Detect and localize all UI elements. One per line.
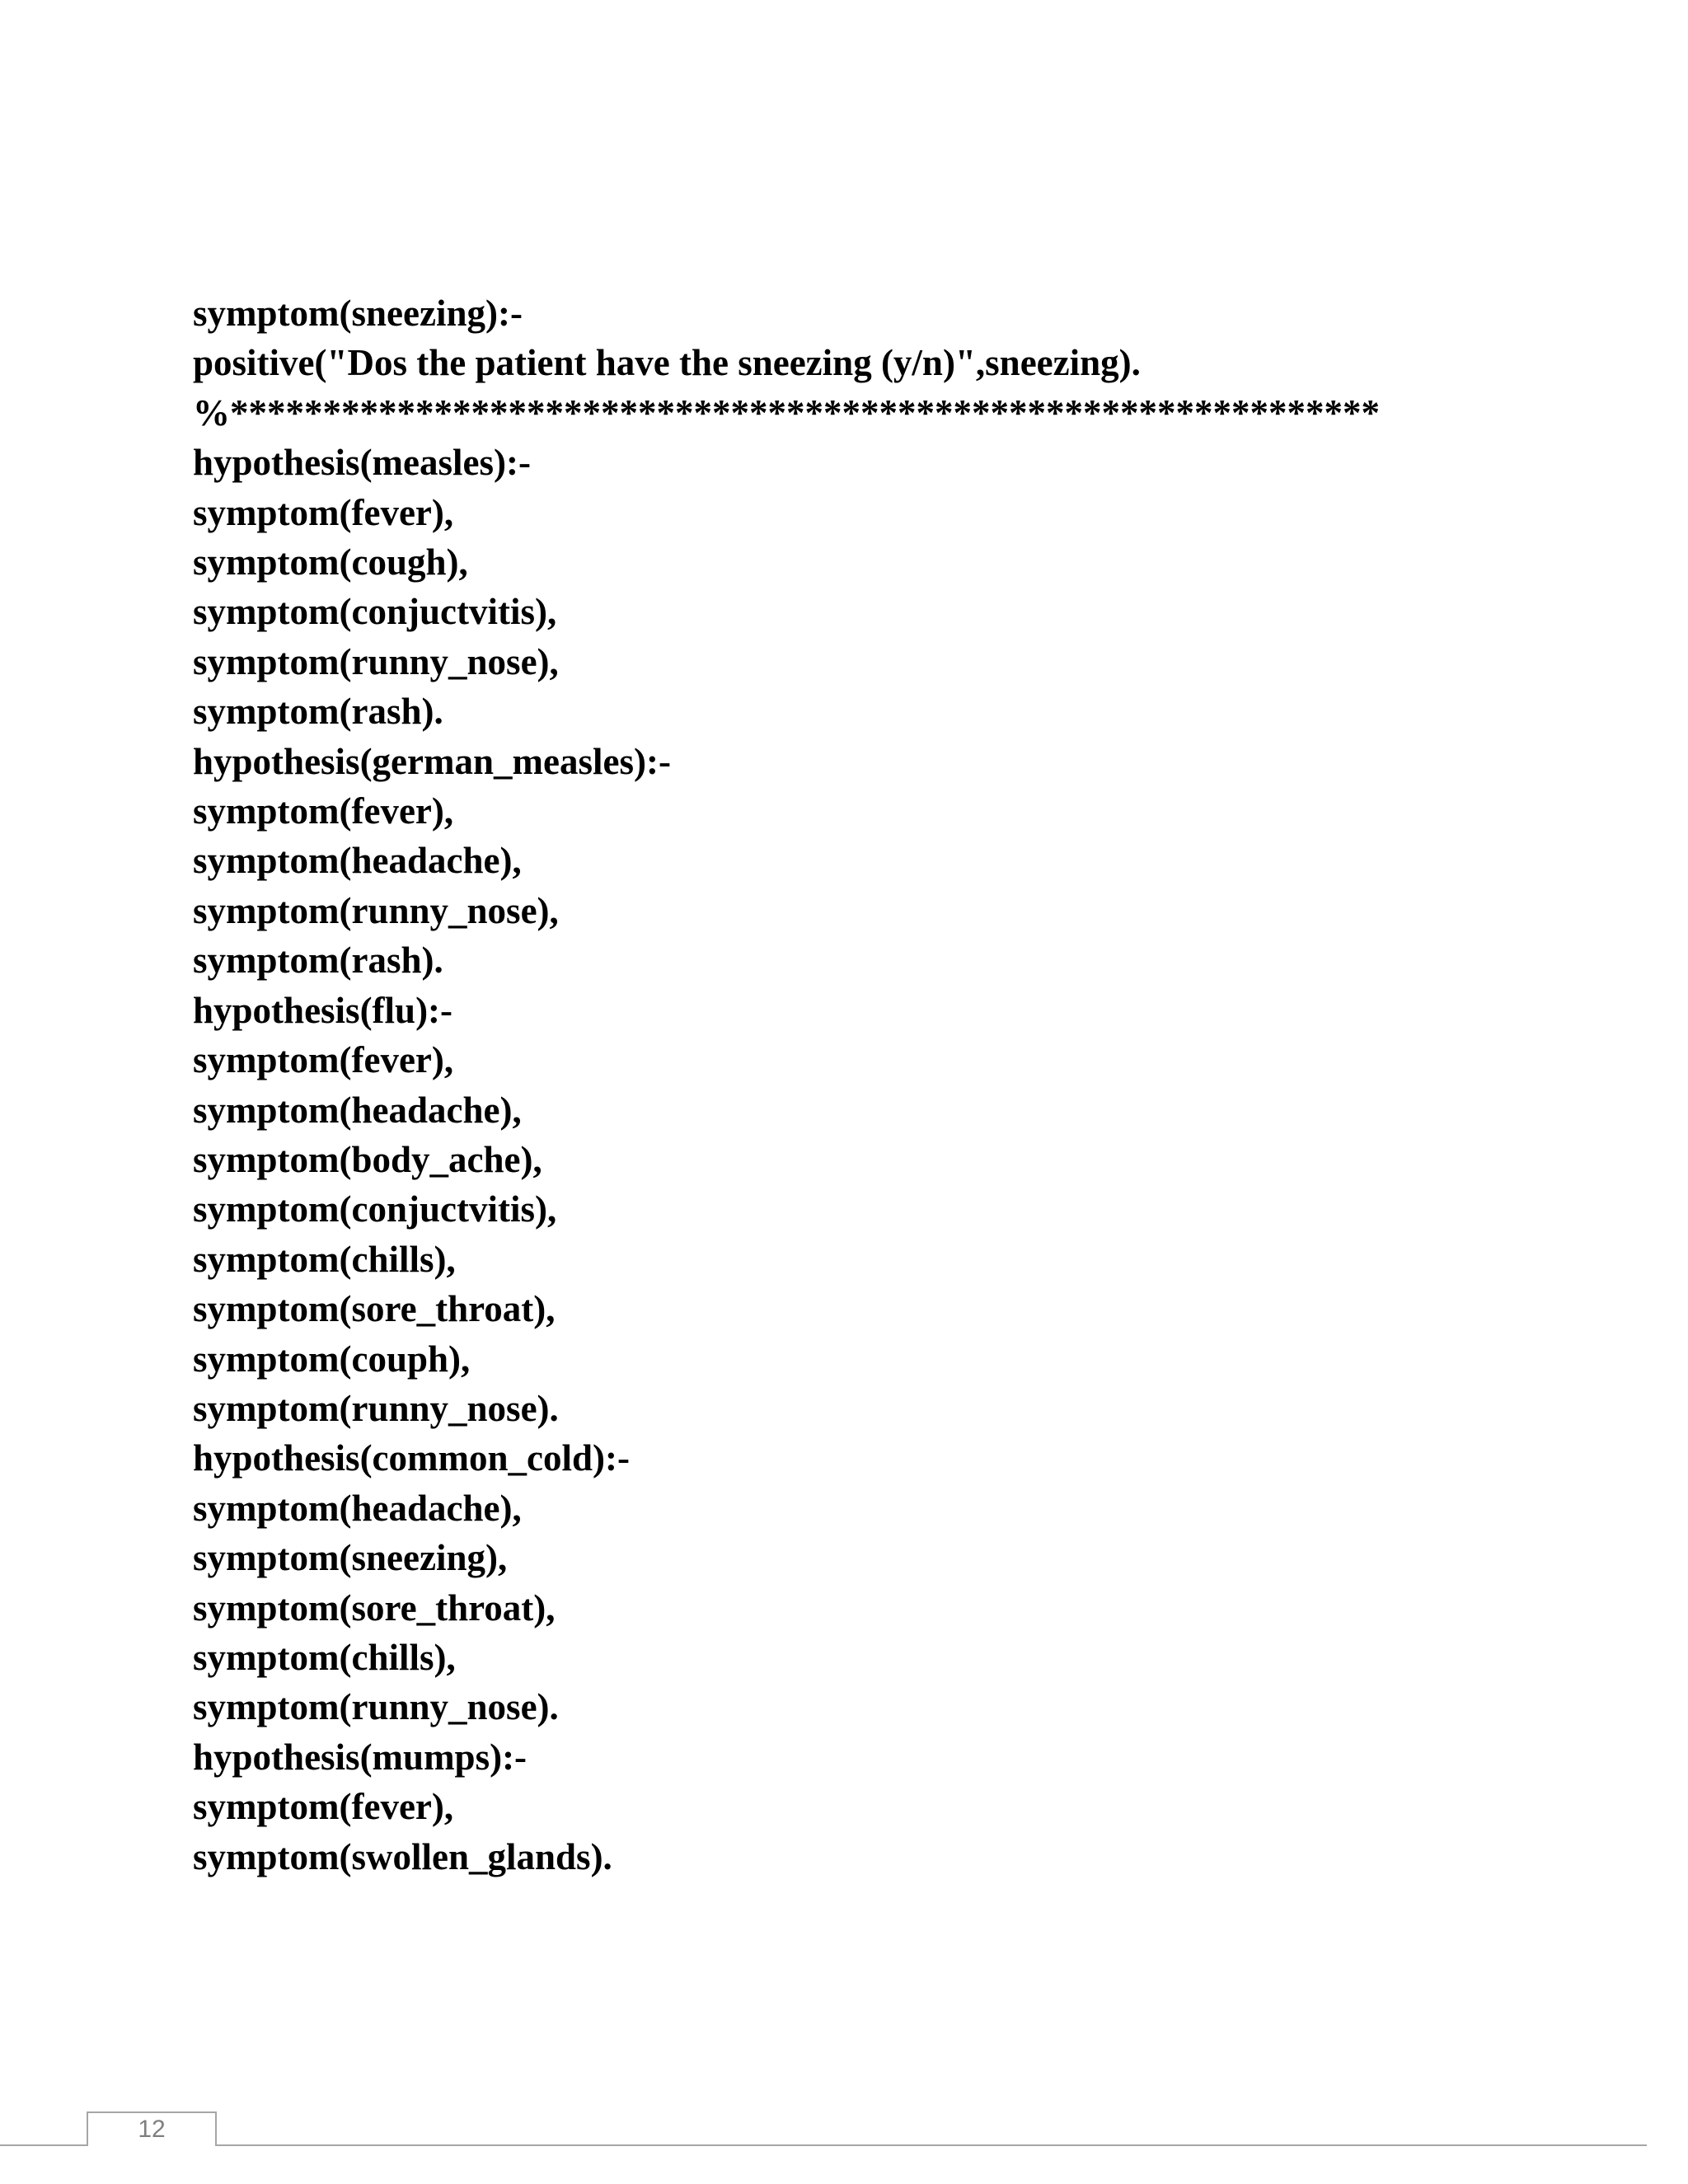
code-line: symptom(chills), [193,1238,456,1280]
footer-rule-left [0,2144,87,2146]
code-line: symptom(rash). [193,691,443,733]
code-line: symptom(chills), [193,1636,456,1678]
code-line: symptom(fever), [193,491,454,533]
code-line: %************************************************************** [193,391,1380,434]
code-line: hypothesis(mumps):- [193,1736,528,1778]
code-line: symptom(runny_nose). [193,1387,559,1429]
footer-rule-right [217,2144,1647,2146]
code-line: symptom(runny_nose), [193,889,559,931]
code-line: symptom(runny_nose), [193,640,559,682]
code-line: symptom(runny_nose). [193,1686,559,1728]
prolog-code-block [193,288,1380,1882]
code-line: symptom(fever), [193,790,454,832]
code-line: symptom(sore_throat), [193,1288,556,1330]
code-line: symptom(headache), [193,840,522,882]
code-line: hypothesis(german_measles):- [193,740,671,782]
code-line: hypothesis(flu):- [193,989,453,1031]
code-line: symptom(sneezing):- [193,293,523,334]
code-line: positive("Dos the patient have the sneezing (y/n)",sneezing). [193,342,1141,384]
code-line: symptom(sore_throat), [193,1586,556,1629]
code-line: symptom(rash). [193,940,443,982]
code-line: symptom(body_ache), [193,1138,542,1180]
code-line: symptom(cough), [193,541,468,583]
code-line: symptom(couph), [193,1338,471,1380]
page-number: 12 [87,2111,217,2146]
code-line: symptom(swollen_glands). [193,1835,612,1877]
code-line: symptom(conjuctvitis), [193,591,557,633]
code-line: symptom(sneezing), [193,1537,508,1579]
code-line: symptom(conjuctvitis), [193,1188,557,1230]
code-line: symptom(headache), [193,1487,522,1529]
code-line: symptom(fever), [193,1039,454,1081]
code-line: hypothesis(measles):- [193,442,531,484]
code-line: hypothesis(common_cold):- [193,1437,630,1479]
code-line: symptom(fever), [193,1786,454,1828]
code-line: symptom(headache), [193,1089,522,1131]
